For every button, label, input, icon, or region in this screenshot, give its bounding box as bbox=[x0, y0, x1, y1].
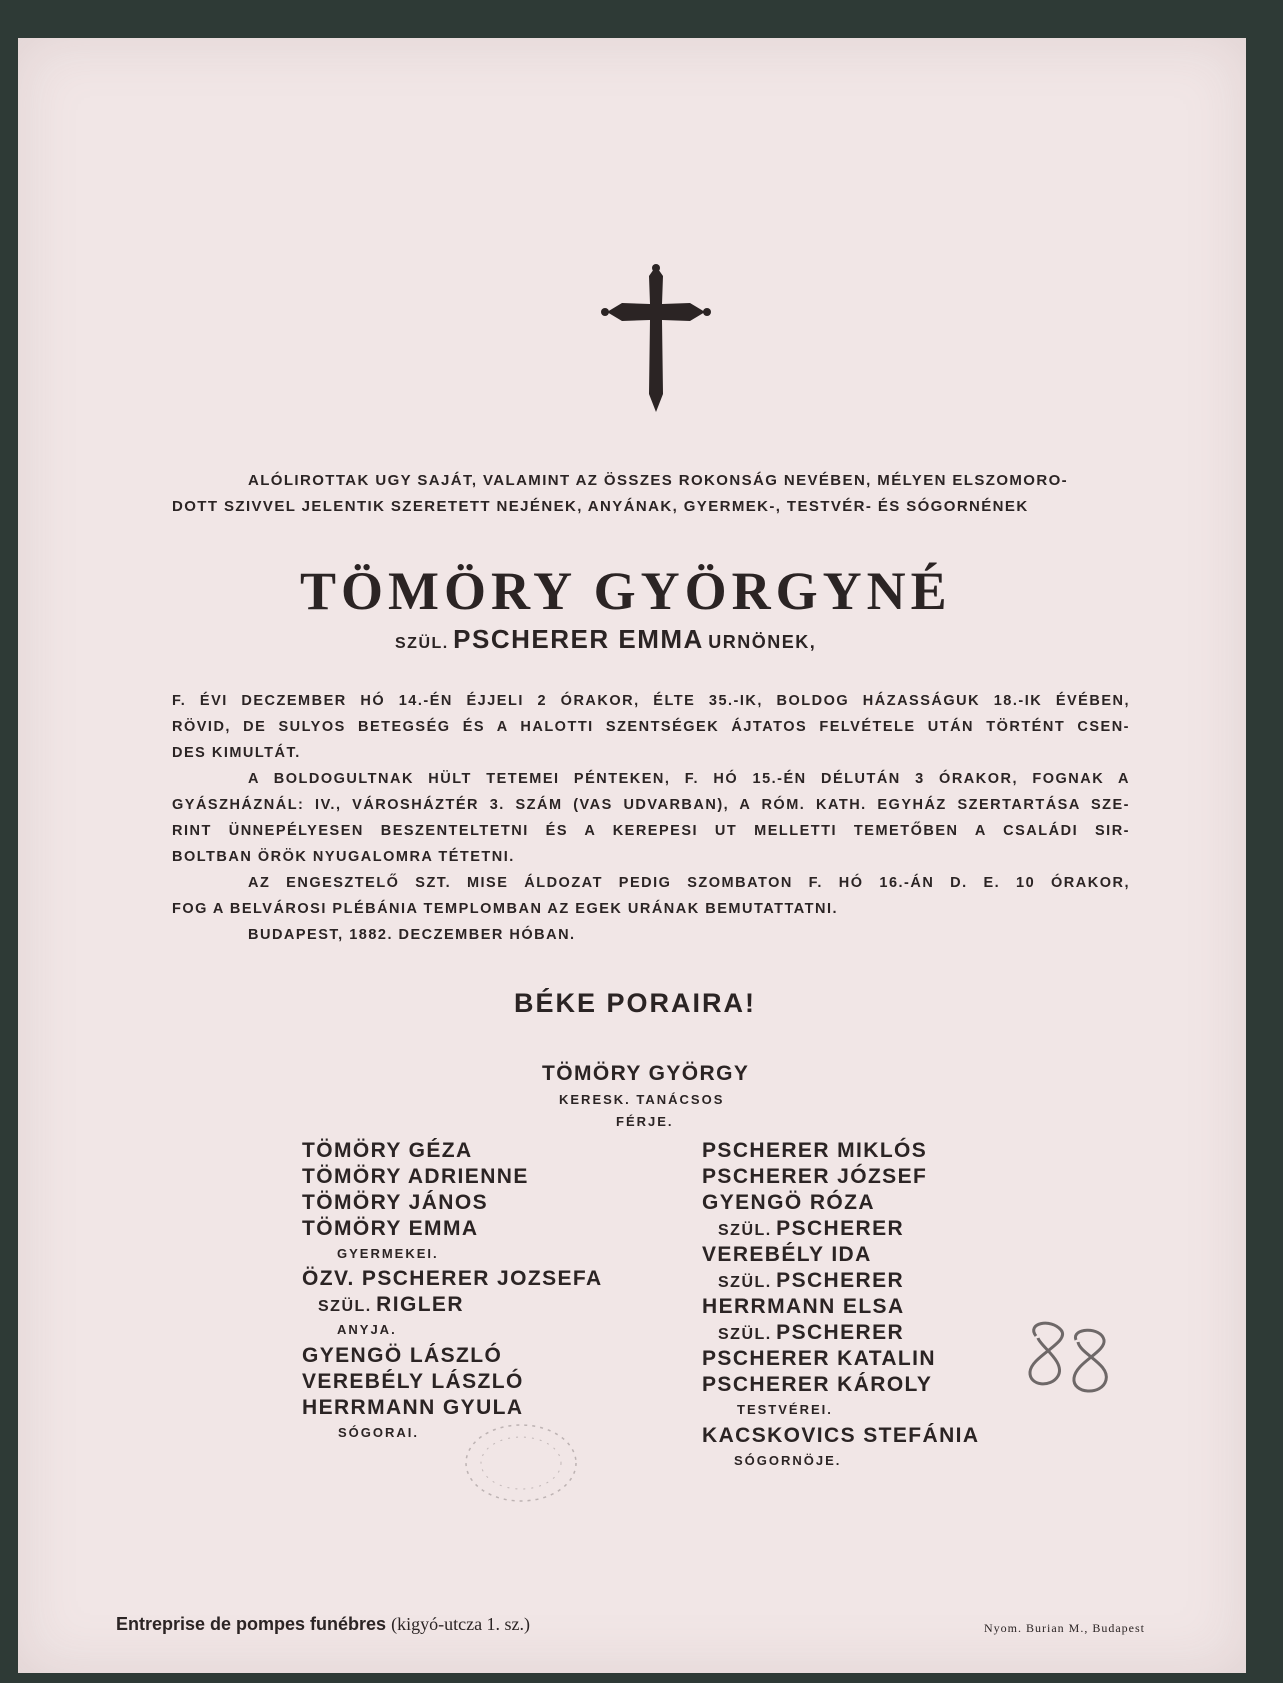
husband-name: TÖMÖRY GYÖRGY bbox=[542, 1062, 750, 1085]
footer-undertaker bbox=[116, 1614, 530, 1635]
intro-line-2: DOTT SZIVVEL JELENTIK SZERETETT NEJÉNEK, ANYÁNAK, GYERMEK-, TESTVÉR- ÉS SÓGORNÉNEK bbox=[172, 498, 1029, 515]
signatory-name: HERRMANN GYULA bbox=[302, 1396, 524, 1419]
cross-icon bbox=[601, 264, 711, 416]
body-line: DES KIMULTÁT. bbox=[172, 745, 301, 761]
signatory-name: TÖMÖRY EMMA bbox=[302, 1217, 479, 1240]
footer-undertaker-name: Entreprise de pompes funébres bbox=[116, 1614, 387, 1634]
signatory-name: PSCHERER KÁROLY bbox=[702, 1373, 933, 1396]
signatory-name: TÖMÖRY ADRIENNE bbox=[302, 1165, 529, 1188]
maiden-name: PSCHERER bbox=[776, 1217, 905, 1240]
signatory-name: GYENGÖ RÓZA bbox=[702, 1191, 875, 1214]
body-line: BOLTBAN ÖRÖK NYUGALOMRA TÉTETNI. bbox=[172, 849, 515, 865]
szul-label: SZÜL. bbox=[718, 1274, 772, 1291]
signatory-name: PSCHERER JÓZSEF bbox=[702, 1165, 928, 1188]
body-line: GYÁSZHÁZNÁL: IV., VÁROSHÁZTÉR 3. SZÁM (VAS UDVARBAN), A RÓM. KATH. EGYHÁZ SZERTARTÁSA SZE- bbox=[172, 797, 1130, 813]
relation-label: SÓGORNÖJE. bbox=[734, 1453, 842, 1468]
body-line: FOG A BELVÁROSI PLÉBÁNIA TEMPLOMBAN AZ EGEK URÁNAK BEMUTATTATNI. bbox=[172, 901, 839, 917]
body-line: AZ ENGESZTELŐ SZT. MISE ÁLDOZAT PEDIG SZOMBATON F. HÓ 16.-ÁN D. E. 10 ÓRAKOR, bbox=[248, 875, 1130, 891]
signatory-name: TÖMÖRY GÉZA bbox=[302, 1139, 473, 1162]
mother-maiden-line bbox=[318, 1293, 464, 1317]
husband-title: KERESK. TANÁCSOS bbox=[559, 1092, 725, 1107]
relation-label: ANYJA. bbox=[337, 1322, 397, 1337]
body-line: BUDAPEST, 1882. DECZEMBER HÓBAN. bbox=[248, 927, 576, 943]
szul-label: SZÜL. bbox=[718, 1326, 772, 1343]
footer-undertaker-address: (kigyó-utcza 1. sz.) bbox=[391, 1614, 531, 1634]
beke-poraira: BÉKE PORAIRA! bbox=[514, 988, 757, 1018]
maiden-name: PSCHERER bbox=[776, 1321, 905, 1344]
relation-label: TESTVÉREI. bbox=[737, 1402, 833, 1417]
signatory-name: TÖMÖRY JÁNOS bbox=[302, 1191, 488, 1214]
death-notice-sheet bbox=[18, 38, 1246, 1673]
body-line: RINT ÜNNEPÉLYESEN BESZENTELTETNI ÉS A KEREPESI UT MELLETTI TEMETŐBEN A CSALÁDI SIR- bbox=[172, 823, 1130, 839]
body-line: RÖVID, DE SULYOS BETEGSÉG ÉS A HALOTTI SZENTSÉGEK ÁJTATOS FELVÉTELE UTÁN TÖRTÉNT CSEN- bbox=[172, 719, 1130, 735]
relation-label: SÓGORAI. bbox=[338, 1425, 420, 1440]
footer-printer: Nyom. Burian M., Budapest bbox=[984, 1621, 1145, 1635]
mother-maiden-name: RIGLER bbox=[376, 1293, 464, 1316]
maiden-name: PSCHERER EMMA bbox=[453, 624, 704, 654]
szul-label: SZÜL. bbox=[718, 1222, 772, 1239]
szul-label: SZÜL. bbox=[395, 635, 449, 652]
signatory-name: HERRMANN ELSA bbox=[702, 1295, 905, 1318]
body-line: A BOLDOGULTNAK HÜLT TETEMEI PÉNTEKEN, F. HÓ 15.-ÉN DÉLUTÁN 3 ÓRAKOR, FOGNAK A bbox=[248, 771, 1130, 787]
deceased-name: TÖMÖRY GYÖRGYNÉ bbox=[300, 561, 952, 621]
signatory-name: KACSKOVICS STEFÁNIA bbox=[702, 1424, 980, 1447]
handwritten-mark bbox=[1016, 1318, 1126, 1438]
suffix-label: URNÖNEK, bbox=[708, 632, 817, 652]
signatory-name: VEREBÉLY LÁSZLÓ bbox=[302, 1370, 524, 1393]
body-line: F. ÉVI DECZEMBER HÓ 14.-ÉN ÉJJELI 2 ÓRAKOR, ÉLTE 35.-IK, BOLDOG HÁZASSÁGUK 18.-IK ÉVÉBEN, bbox=[172, 693, 1130, 709]
maiden-line bbox=[718, 1217, 904, 1241]
signatory-name: PSCHERER MIKLÓS bbox=[702, 1139, 928, 1162]
signatory-name: GYENGÖ LÁSZLÓ bbox=[302, 1344, 503, 1367]
intro-line-1: ALÓLIROTTAK UGY SAJÁT, VALAMINT AZ ÖSSZES ROKONSÁG NEVÉBEN, MÉLYEN ELSZOMORO- bbox=[248, 472, 1069, 489]
relation-label: GYERMEKEI. bbox=[337, 1246, 439, 1261]
deceased-maiden-line bbox=[395, 624, 816, 655]
faint-stamp bbox=[456, 1418, 586, 1508]
maiden-line bbox=[718, 1269, 904, 1293]
signatory-name: ÖZV. PSCHERER JOZSEFA bbox=[302, 1267, 603, 1290]
husband-relation: FÉRJE. bbox=[616, 1114, 674, 1129]
signatory-name: PSCHERER KATALIN bbox=[702, 1347, 936, 1370]
signatory-name: VEREBÉLY IDA bbox=[702, 1243, 872, 1266]
szul-label: SZÜL. bbox=[318, 1298, 372, 1315]
maiden-line bbox=[718, 1321, 904, 1345]
maiden-name: PSCHERER bbox=[776, 1269, 905, 1292]
